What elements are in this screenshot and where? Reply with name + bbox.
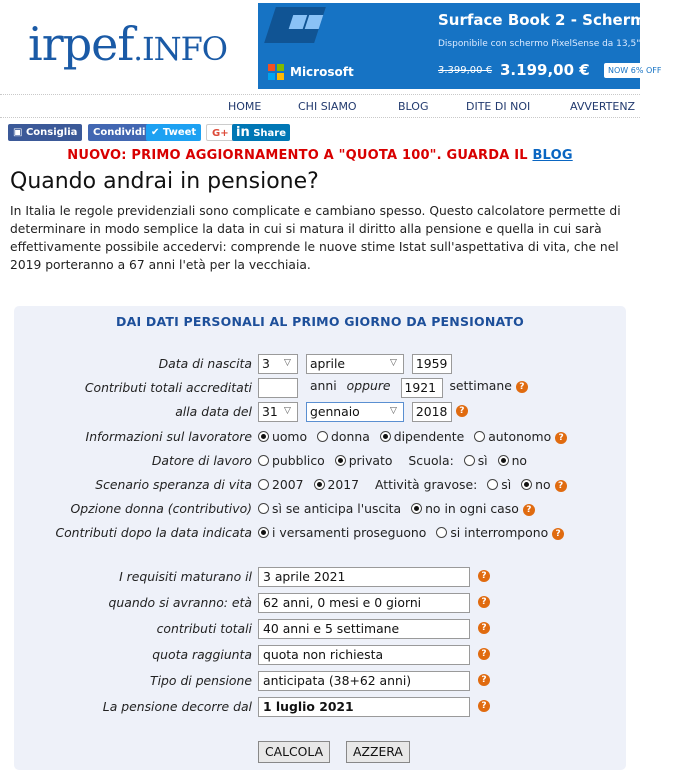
- help-icon[interactable]: ?: [478, 674, 490, 686]
- contributions-years-input[interactable]: [258, 378, 298, 398]
- result-row: [14, 671, 626, 691]
- y2017-label: 2017: [327, 477, 360, 492]
- contrib-after-label: Contributi dopo la data indicata: [55, 525, 252, 540]
- help-icon[interactable]: ?: [478, 570, 490, 582]
- opzione-donna-row: [14, 499, 626, 519]
- years-unit-label: anni: [309, 378, 337, 393]
- logo-suffix: INFO: [141, 30, 228, 68]
- ad-subtitle: Disponibile con schermo PixelSense da 13,5": [438, 39, 641, 49]
- ref-year-input[interactable]: 2018: [412, 402, 452, 422]
- result-label: La pensione decorre dal: [102, 699, 252, 714]
- notice-text: NUOVO: PRIMO AGGIORNAMENTO A "QUOTA 100". GUARDA IL: [67, 148, 533, 163]
- notice-blog-link[interactable]: BLOG: [532, 148, 573, 163]
- tweet-button[interactable]: [146, 124, 201, 141]
- employer-row: [14, 451, 626, 471]
- radio-interrompono[interactable]: [436, 527, 447, 538]
- calcola-button[interactable]: CALCOLA: [258, 741, 330, 763]
- radio-privato[interactable]: [335, 455, 346, 466]
- contributions-weeks-input[interactable]: 1921: [401, 378, 443, 398]
- help-icon[interactable]: ?: [478, 700, 490, 712]
- twitter-icon: ✔: [151, 127, 163, 138]
- ad-brand: Microsoft: [290, 65, 354, 79]
- ad-headline: Surface Book 2 - Schermo da: [438, 11, 682, 29]
- result-row: [14, 697, 626, 717]
- facebook-like-button[interactable]: [8, 124, 82, 141]
- nav-avvertenze[interactable]: AVVERTENZ: [570, 100, 636, 113]
- help-icon[interactable]: ?: [456, 405, 468, 417]
- nav-blog[interactable]: BLOG: [398, 100, 429, 113]
- contrib-after-row: [14, 523, 626, 543]
- help-icon[interactable]: ?: [478, 596, 490, 608]
- scuola-label: Scuola:: [408, 453, 454, 468]
- result-label: I requisiti maturano il: [119, 569, 252, 584]
- help-icon[interactable]: ?: [555, 432, 567, 444]
- donna-label: donna: [331, 429, 370, 444]
- dipendente-label: dipendente: [393, 429, 465, 444]
- radio-dipendente[interactable]: [380, 431, 391, 442]
- contributions-label: Contributi totali accreditati: [84, 380, 252, 395]
- y2007-label: 2007: [272, 477, 304, 492]
- result-requisiti-field[interactable]: 3 aprile 2021: [258, 567, 470, 587]
- linkedin-share-button[interactable]: [232, 124, 290, 141]
- gravose-label: Attività gravose:: [375, 477, 478, 492]
- gravose-no-label: no: [535, 477, 551, 492]
- help-icon[interactable]: ?: [478, 648, 490, 660]
- result-tipo-field[interactable]: anticipata (38+62 anni): [258, 671, 470, 691]
- birth-day-select[interactable]: 3 ▽: [258, 354, 298, 374]
- radio-scuola-no[interactable]: [498, 455, 509, 466]
- help-icon[interactable]: ?: [516, 381, 528, 393]
- like-label: Consiglia: [25, 127, 78, 138]
- reference-date-row: [14, 402, 626, 422]
- scenario-label: Scenario speranza di vita: [95, 477, 252, 492]
- ad-price: 3.199,00 €: [500, 61, 590, 79]
- result-decorrenza-field[interactable]: 1 luglio 2021: [258, 697, 470, 717]
- or-label: oppure: [346, 378, 391, 393]
- radio-anticipa[interactable]: [258, 503, 269, 514]
- site-logo[interactable]: [28, 14, 227, 81]
- scuola-no-label: no: [511, 453, 527, 468]
- pubblico-label: pubblico: [272, 453, 325, 468]
- chevron-down-icon: ▽: [389, 406, 397, 416]
- radio-proseguono[interactable]: [258, 527, 269, 538]
- radio-uomo[interactable]: [258, 431, 269, 442]
- ref-day-select[interactable]: 31 ▽: [258, 402, 298, 422]
- no-ogni-caso-label: no in ogni caso: [425, 501, 519, 516]
- scuola-si-label: sì: [477, 453, 488, 468]
- microsoft-logo-icon: [268, 64, 284, 80]
- radio-gravose-no[interactable]: [521, 479, 532, 490]
- worker-info-row: [14, 427, 626, 447]
- help-icon[interactable]: ?: [478, 622, 490, 634]
- ad-badge[interactable]: NOW 6% OFF: [604, 63, 665, 78]
- birth-year-input[interactable]: 1959: [412, 354, 452, 374]
- notice-banner: [0, 148, 640, 163]
- result-row: [14, 645, 626, 665]
- laptop-image: [264, 7, 326, 43]
- form-buttons: [14, 741, 626, 763]
- share-bar: [0, 124, 640, 146]
- anticipa-label: sì se anticipa l'uscita: [272, 501, 402, 516]
- chevron-down-icon: ▽: [284, 358, 291, 368]
- radio-gravose-si[interactable]: [487, 479, 498, 490]
- radio-2017[interactable]: [314, 479, 325, 490]
- help-icon[interactable]: ?: [523, 504, 535, 516]
- birth-date-label: Data di nascita: [158, 356, 252, 371]
- worker-info-label: Informazioni sul lavoratore: [85, 429, 252, 444]
- proseguono-label: i versamenti proseguono: [272, 525, 427, 540]
- result-row: [14, 619, 626, 639]
- autonomo-label: autonomo: [488, 429, 552, 444]
- weeks-unit-label: settimane: [449, 378, 512, 393]
- facebook-icon: ▣: [13, 127, 26, 138]
- intro-paragraph: In Italia le regole previdenziali sono complicate e cambiano spesso. Questo calcolatore permette di determinare in modo semplice la data in cui si matura il diritto alla pensione e quella in cui sarà effettivamente possibile accedervi: comprende le nuove stime Istat sull'aspettativa di vita, che nel 2019 porteranno a 67 anni l'età per la vecchiaia.: [10, 204, 621, 272]
- linkedin-share-label: Share: [253, 128, 286, 139]
- logo-dot: .: [133, 33, 142, 68]
- opzione-donna-label: Opzione donna (contributivo): [70, 501, 252, 516]
- interrompono-label: si interrompono: [450, 525, 549, 540]
- nav-chi-siamo[interactable]: CHI SIAMO: [298, 100, 357, 113]
- result-contributi-field[interactable]: 40 anni e 5 settimane: [258, 619, 470, 639]
- page-title: Quando andrai in pensione?: [10, 169, 319, 194]
- employer-label: Datore di lavoro: [151, 453, 252, 468]
- header: [0, 0, 682, 92]
- ref-month-select[interactable]: gennaio ▽: [306, 402, 404, 422]
- chevron-down-icon: ▽: [389, 358, 397, 368]
- result-eta-field[interactable]: 62 anni, 0 mesi e 0 giorni: [258, 593, 470, 613]
- birth-month-select[interactable]: aprile ▽: [306, 354, 404, 374]
- google-plus-button[interactable]: G+: [206, 124, 235, 141]
- result-label: Tipo di pensione: [150, 673, 252, 688]
- radio-scuola-si[interactable]: [464, 455, 475, 466]
- main-nav: [0, 94, 640, 118]
- result-label: quando si avranno: età: [108, 595, 252, 610]
- ad-old-price: 3.399,00 €: [438, 65, 493, 76]
- tweet-label: Tweet: [162, 127, 197, 138]
- facebook-share-button[interactable]: Condividi: [88, 124, 150, 141]
- radio-autonomo[interactable]: [474, 431, 485, 442]
- pension-calculator-form: [14, 306, 626, 770]
- gravose-si-label: sì: [501, 477, 512, 492]
- help-icon[interactable]: ?: [552, 528, 564, 540]
- privato-label: privato: [348, 453, 393, 468]
- azzera-button[interactable]: AZZERA: [346, 741, 410, 763]
- result-label: quota raggiunta: [152, 647, 252, 662]
- contributions-row: [14, 378, 626, 398]
- radio-pubblico[interactable]: [258, 455, 269, 466]
- radio-no-ogni-caso[interactable]: [411, 503, 422, 514]
- logo-main: irpef: [28, 17, 134, 71]
- reference-date-label: alla data del: [175, 404, 252, 419]
- result-row: [14, 567, 626, 587]
- scenario-row: [14, 475, 626, 495]
- radio-donna[interactable]: [317, 431, 328, 442]
- uomo-label: uomo: [272, 429, 308, 444]
- help-icon[interactable]: ?: [555, 480, 567, 492]
- ad-banner[interactable]: [258, 3, 682, 89]
- form-title: DAI DATI PERSONALI AL PRIMO GIORNO DA PENSIONATO: [116, 314, 524, 329]
- nav-dite-di-noi[interactable]: DITE DI NOI: [466, 100, 531, 113]
- result-label: contributi totali: [156, 621, 252, 636]
- chevron-down-icon: ▽: [284, 406, 291, 416]
- result-row: [14, 593, 626, 613]
- result-quota-field[interactable]: quota non richiesta: [258, 645, 470, 665]
- linkedin-icon: in: [236, 125, 250, 140]
- birth-date-row: [14, 354, 626, 374]
- nav-home[interactable]: HOME: [228, 100, 262, 113]
- radio-2007[interactable]: [258, 479, 269, 490]
